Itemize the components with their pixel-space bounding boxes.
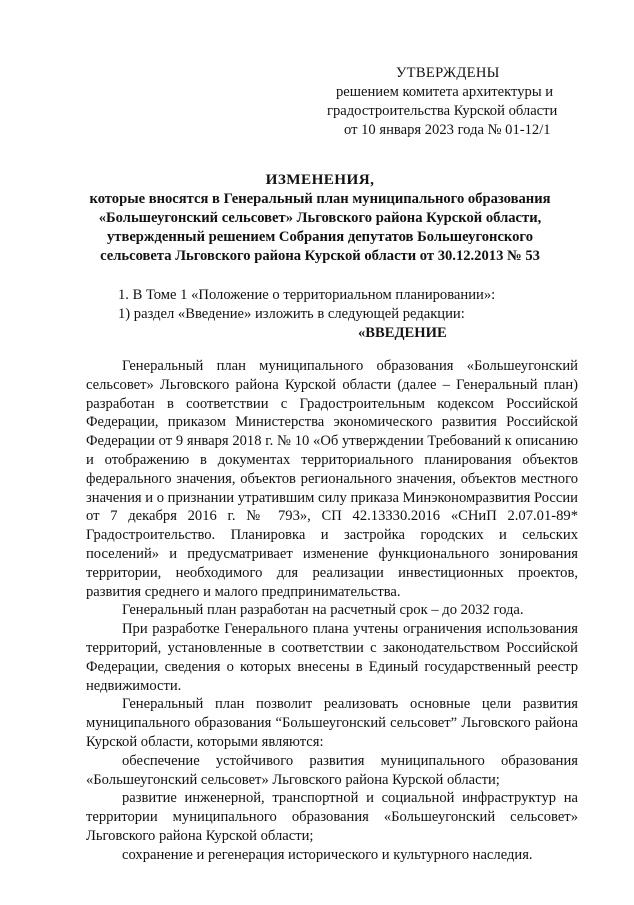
body-paragraph: обеспечение устойчивого развития муниципального образования «Большеугонский сельсовет» Льговского района Курской области; <box>86 752 578 788</box>
body-paragraph: развитие инженерной, транспортной и социальной инфраструктур на территории муниципального образования «Большеугонский сельсовет» Льговского района Курской области; <box>86 790 578 844</box>
amendment-subitem: 1) раздел «Введение» изложить в следующей редакции: <box>118 306 465 322</box>
body-paragraph: Генеральный план позволит реализовать основные цели развития муниципального образования “Большеугонский сельсовет” Льговского района Курской области, которыми являются: <box>86 696 578 750</box>
approval-stamp <box>326 64 586 140</box>
amendment-intro <box>118 286 578 343</box>
body-paragraph: Генеральный план разработан на расчетный срок – до 2032 года. <box>122 602 524 619</box>
section-heading: «ВВЕДЕНИЕ <box>358 325 447 341</box>
title-line: которые вносятся в Генеральный план муниципального образования <box>89 191 551 207</box>
approval-line: градостроительства Курской области <box>327 103 558 119</box>
document-title <box>70 170 570 266</box>
title-line: сельсовета Льговского района Курской области от 30.12.2013 № 53 <box>100 248 540 264</box>
amendment-item: 1. В Томе 1 «Положение о территориальном планировании»: <box>118 287 496 303</box>
title-heading: ИЗМЕНЕНИЯ, <box>265 171 375 188</box>
approval-line: решением комитета архитектуры и <box>336 84 554 100</box>
document-body <box>86 357 578 865</box>
title-line: «Большеугонский сельсовет» Льговского района Курской области, <box>98 210 542 226</box>
title-line: утвержденный решением Собрания депутатов Большеугонского <box>106 229 533 245</box>
body-paragraph: сохранение и регенерация исторического и культурного наследия. <box>122 846 533 863</box>
body-paragraph: Генеральный план муниципального образования «Большеугонский сельсовет» Льговского района Курской области (далее – Генеральный план) разработан в соответствии с Градостроительным кодексом Российской Федерации, приказом Министерства экономического развития Российской Федерации от 9 января 2018 г. № 10 «Об утверждении Требований к описанию и отображению в документах территориального планирования объектов федерального значения, объектов регионального значения, объектов местного значения и о признании утратившим силу приказа Минэкономразвития России от 7 декабря 2016 г. № 793», СП 42.13330.2016 «СНиП 2.07.01-89* Градостроительство. Планировка и застройка городских и сельских поселений» и предусматривает изменение функционального зонирования территории, необходимого для реализации инвестиционных проектов, развития среднего и малого предпринимательства. <box>86 358 578 600</box>
approval-date: от 10 января 2023 года № 01-12/1 <box>344 122 551 138</box>
approval-title: УТВЕРЖДЕНЫ <box>396 65 500 81</box>
body-paragraph: При разработке Генерального плана учтены ограничения использования территорий, установленные в соответствии с законодательством Российской Федерации, сведения о которых внесены в Единый государственный реестр недвижимости. <box>86 621 578 694</box>
